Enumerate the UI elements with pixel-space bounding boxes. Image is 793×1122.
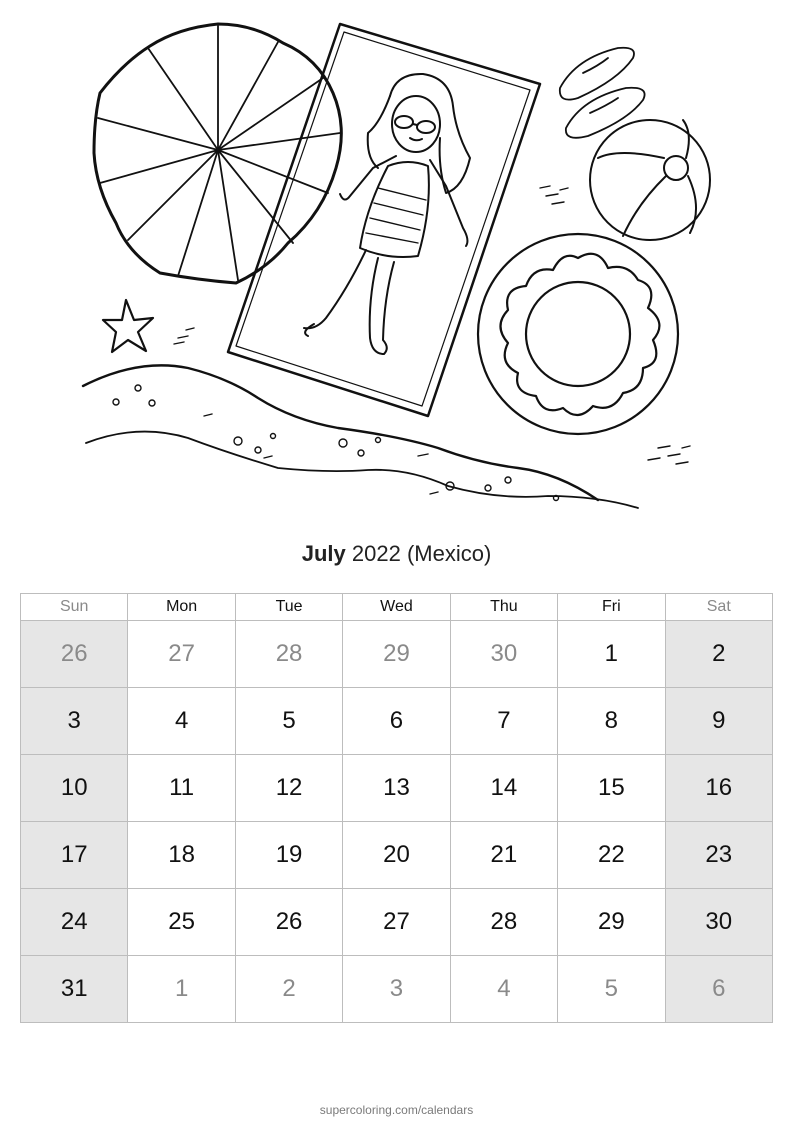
calendar-title	[0, 541, 793, 567]
day-cell: 5	[235, 688, 342, 755]
weekday-header-row	[21, 594, 773, 621]
day-cell: 19	[235, 822, 342, 889]
day-cell: 3	[343, 956, 450, 1023]
beach-umbrella-icon	[94, 24, 341, 283]
beach-ball-icon	[590, 120, 710, 240]
day-cell: 30	[450, 621, 557, 688]
week-row	[21, 688, 773, 755]
week-row	[21, 956, 773, 1023]
month-calendar-grid	[20, 593, 773, 1023]
week-row	[21, 755, 773, 822]
weekday-header: Mon	[128, 594, 235, 621]
day-cell: 5	[558, 956, 665, 1023]
day-cell: 1	[128, 956, 235, 1023]
sand-pebbles-icon	[113, 186, 690, 501]
country: (Mexico)	[406, 541, 492, 566]
flip-flops-icon	[560, 48, 645, 138]
day-cell: 11	[128, 755, 235, 822]
starfish-icon	[103, 300, 153, 352]
day-cell: 30	[665, 889, 772, 956]
day-cell: 28	[450, 889, 557, 956]
week-row	[21, 621, 773, 688]
day-cell: 28	[235, 621, 342, 688]
beach-coloring-illustration	[78, 18, 718, 510]
day-cell: 8	[558, 688, 665, 755]
weekday-header: Sat	[665, 594, 772, 621]
day-cell: 2	[665, 621, 772, 688]
weekday-header: Sun	[21, 594, 128, 621]
weekday-header: Thu	[450, 594, 557, 621]
sunbathing-girl-icon	[304, 74, 470, 354]
day-cell: 7	[450, 688, 557, 755]
day-cell: 17	[21, 822, 128, 889]
day-cell: 9	[665, 688, 772, 755]
week-row	[21, 889, 773, 956]
month-name: July	[301, 541, 346, 566]
day-cell: 21	[450, 822, 557, 889]
week-row	[21, 822, 773, 889]
weekday-header: Tue	[235, 594, 342, 621]
day-cell: 31	[21, 956, 128, 1023]
day-cell: 14	[450, 755, 557, 822]
day-cell: 29	[558, 889, 665, 956]
day-cell: 3	[21, 688, 128, 755]
weekday-header: Fri	[558, 594, 665, 621]
day-cell: 4	[128, 688, 235, 755]
day-cell: 26	[235, 889, 342, 956]
day-cell: 22	[558, 822, 665, 889]
day-cell: 10	[21, 755, 128, 822]
weekday-header: Wed	[343, 594, 450, 621]
day-cell: 2	[235, 956, 342, 1023]
day-cell: 27	[128, 621, 235, 688]
day-cell: 26	[21, 621, 128, 688]
day-cell: 12	[235, 755, 342, 822]
day-cell: 20	[343, 822, 450, 889]
swim-ring-icon	[478, 234, 678, 434]
day-cell: 29	[343, 621, 450, 688]
day-cell: 1	[558, 621, 665, 688]
day-cell: 18	[128, 822, 235, 889]
footer-source: supercoloring.com/calendars	[319, 1103, 474, 1117]
day-cell: 27	[343, 889, 450, 956]
day-cell: 6	[343, 688, 450, 755]
day-cell: 6	[665, 956, 772, 1023]
day-cell: 23	[665, 822, 772, 889]
day-cell: 24	[21, 889, 128, 956]
year: 2022	[351, 541, 401, 566]
day-cell: 4	[450, 956, 557, 1023]
day-cell: 25	[128, 889, 235, 956]
day-cell: 16	[665, 755, 772, 822]
day-cell: 15	[558, 755, 665, 822]
day-cell: 13	[343, 755, 450, 822]
